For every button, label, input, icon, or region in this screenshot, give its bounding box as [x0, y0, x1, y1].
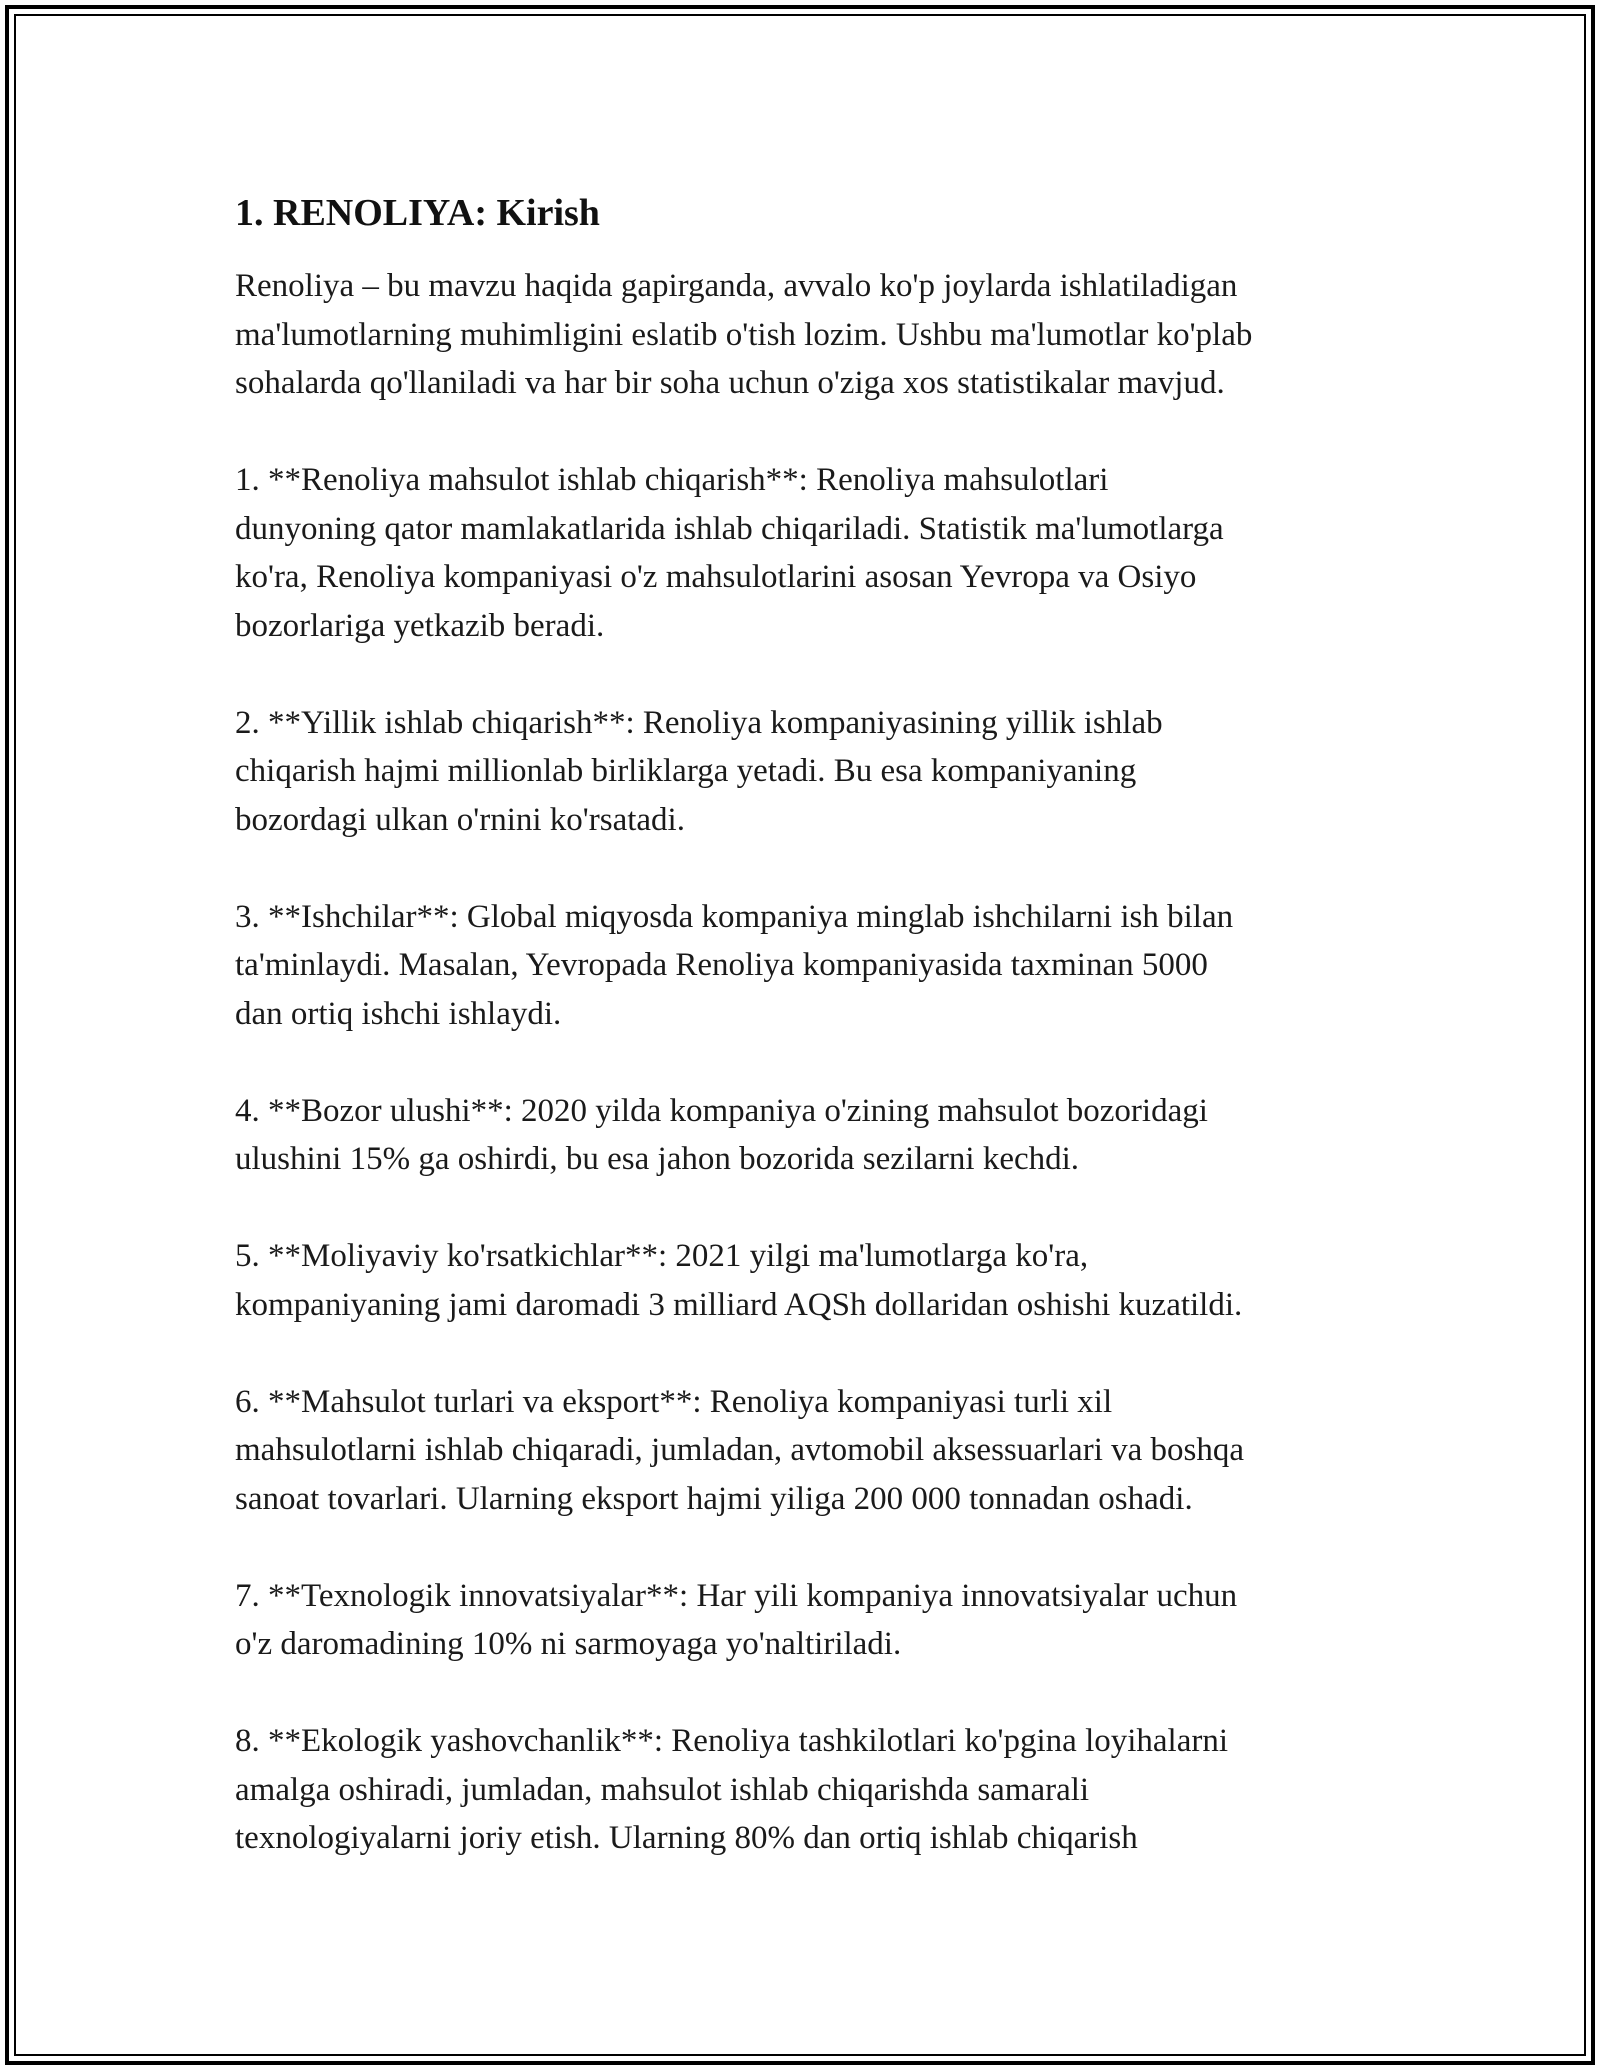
text-line: 1. **Renoliya mahsulot ishlab chiqarish**: Renoliya mahsulotlari: [235, 462, 1109, 498]
text-line: ma'lumotlarning muhimligini eslatib o'tish lozim. Ushbu ma'lumotlar ko'plab: [235, 316, 1253, 353]
paragraph-list: [235, 262, 1395, 1863]
text-line: 3. **Ishchilar**: Global miqyosda kompaniya minglab ishchilarni ish bilan: [235, 898, 1234, 935]
numbered-paragraph: [235, 1232, 1395, 1329]
text-line: ko'ra, Renoliya kompaniyasi o'z mahsulotlarini asosan Yevropa va Osiyo: [235, 559, 1197, 595]
text-line: amalga oshiradi, jumladan, mahsulot ishlab chiqarishda samarali: [235, 1771, 1090, 1808]
text-line: dunyoning qator mamlakatlarida ishlab chiqariladi. Statistik ma'lumotlarga: [235, 510, 1224, 547]
document-title: 1. RENOLIYA: Kirish: [235, 192, 600, 234]
numbered-paragraph: [235, 1087, 1395, 1184]
document-body: [235, 186, 1395, 1911]
text-line: ta'minlaydi. Masalan, Yevropada Renoliya kompaniyasida taxminan 5000: [235, 947, 1208, 983]
numbered-paragraph: [235, 456, 1395, 650]
intro-paragraph: [235, 262, 1395, 408]
numbered-paragraph: [235, 1717, 1395, 1863]
numbered-paragraph: [235, 1572, 1395, 1669]
numbered-paragraph: [235, 1378, 1395, 1524]
text-line: kompaniyaning jami daromadi 3 milliard AQSh dollaridan oshishi kuzatildi.: [235, 1286, 1243, 1323]
text-line: 2. **Yillik ishlab chiqarish**: Renoliya kompaniyasining yillik ishlab: [235, 704, 1163, 741]
text-line: 8. **Ekologik yashovchanlik**: Renoliya tashkilotlari ko'pgina loyihalarni: [235, 1723, 1229, 1759]
text-line: Renoliya – bu mavzu haqida gapirganda, avvalo ko'p joylarda ishlatiladigan: [235, 268, 1238, 304]
text-line: ulushini 15% ga oshirdi, bu esa jahon bozorida sezilarni kechdi.: [235, 1141, 1080, 1177]
numbered-paragraph: [235, 699, 1395, 845]
text-line: bozorlariga yetkazib beradi.: [235, 607, 605, 644]
text-line: o'z daromadining 10% ni sarmoyaga yo'naltiriladi.: [235, 1626, 902, 1662]
text-line: mahsulotlarni ishlab chiqaradi, jumladan, avtomobil aksessuarlari va boshqa: [235, 1432, 1244, 1468]
text-line: bozordagi ulkan o'rnini ko'rsatadi.: [235, 801, 685, 838]
text-line: chiqarish hajmi millionlab birliklarga yetadi. Bu esa kompaniyaning: [235, 753, 1137, 789]
text-line: sanoat tovarlari. Ularning eksport hajmi yiliga 200 000 tonnadan oshadi.: [235, 1480, 1193, 1517]
text-line: 5. **Moliyaviy ko'rsatkichlar**: 2021 yilgi ma'lumotlarga ko'ra,: [235, 1238, 1089, 1274]
text-line: 6. **Mahsulot turlari va eksport**: Renoliya kompaniyasi turli xil: [235, 1383, 1113, 1420]
text-line: sohalarda qo'llaniladi va har bir soha uchun o'ziga xos statistikalar mavjud.: [235, 365, 1225, 401]
numbered-paragraph: [235, 893, 1395, 1039]
text-line: texnologiyalarni joriy etish. Ularning 80% dan ortiq ishlab chiqarish: [235, 1820, 1138, 1856]
text-line: 4. **Bozor ulushi**: 2020 yilda kompaniya o'zining mahsulot bozoridagi: [235, 1092, 1208, 1129]
text-line: dan ortiq ishchi ishlaydi.: [235, 995, 562, 1032]
text-line: 7. **Texnologik innovatsiyalar**: Har yili kompaniya innovatsiyalar uchun: [235, 1577, 1238, 1614]
